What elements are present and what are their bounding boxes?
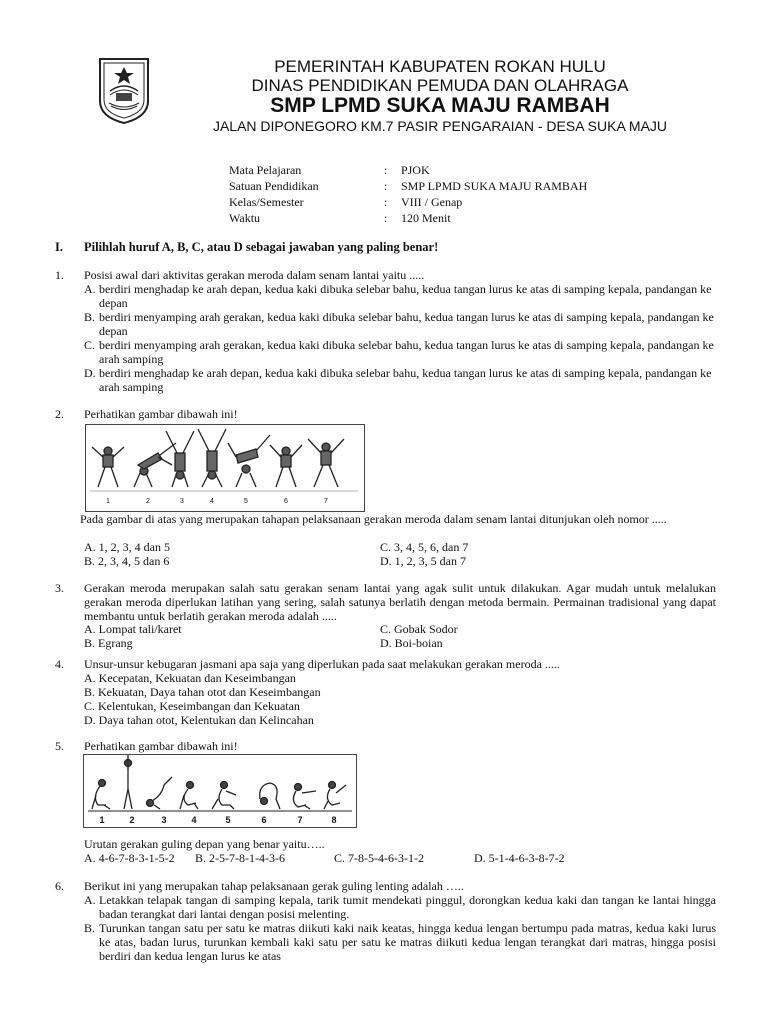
option-c[interactable]: C. 7-8-5-4-6-3-1-2	[334, 851, 424, 865]
option-b[interactable]: B. 2-5-7-8-1-4-3-6	[195, 851, 285, 865]
meta-value: PJOK	[401, 163, 430, 177]
meta-value: SMP LPMD SUKA MAJU RAMBAH	[401, 179, 588, 193]
meta-label: Mata Pelajaran	[229, 163, 302, 177]
meta-row	[229, 163, 430, 178]
section-instruction: Pilihlah huruf A, B, C, atau D sebagai jawaban yang paling benar!	[84, 240, 439, 254]
roll-pose-2	[124, 755, 132, 809]
meta-separator: :	[384, 195, 388, 209]
figure-label: 7	[297, 815, 303, 825]
meta-label: Waktu	[229, 211, 261, 225]
question-text: Gerakan meroda merupakan salah satu gerakan senam lantai yang agak sulit untuk dilakukan. Agar mudah untuk melalukan gerakan meroda diperlukan latihan yang sering, salah satunya berlatih dengan metoda bermain. Permainan tradisional yang dapat membantu untuk berlatih gerakan meroda adalah .....	[84, 581, 716, 623]
cartwheel-pose-1	[92, 447, 124, 487]
question-text: Perhatikan gambar dibawah ini!	[84, 739, 238, 753]
question-1	[55, 268, 715, 398]
option-text: berdiri menyamping arah gerakan, kedua kaki dibuka selebar bahu, kedua tangan lurus ke atas di samping kepala, pandangan ke depan	[99, 310, 714, 338]
question-5-prompt: Urutan gerakan guling depan yang benar yaitu…..	[84, 837, 325, 851]
cartwheel-pose-2	[134, 443, 176, 487]
roll-pose-1	[92, 780, 110, 810]
figure-label: 6	[284, 498, 288, 505]
option-letter: D.	[84, 366, 96, 380]
option-d[interactable]: D. 5-1-4-6-3-8-7-2	[474, 851, 565, 865]
option-b[interactable]: B. 2, 3, 4, 5 dan 6	[84, 554, 170, 568]
option-letter: C.	[84, 338, 96, 352]
question-2-prompt: Pada gambar di atas yang merupakan tahapan pelaksanaan gerakan meroda dalam senam lantai ditunjukan oleh nomor .....	[80, 512, 667, 526]
option-a[interactable]: A. Lompat tali/karet	[84, 622, 182, 636]
option-text: berdiri menghadap ke arah depan, kedua kaki dibuka selebar bahu, kedua tangan lurus ke atas di samping kepala, pandangan ke depan	[99, 282, 712, 310]
figure-label: 2	[129, 815, 135, 825]
question-number: 5.	[55, 739, 64, 753]
option-b[interactable]: B. Kekuatan, Daya tahan otot dan Keseimbangan	[84, 685, 321, 699]
option-text: berdiri menghadap ke arah depan, kedua kaki dibuka selebar bahu, kedua tangan lurus ke atas di samping kepala, pandangan ke arah samping	[99, 366, 712, 394]
question-number: 3.	[55, 581, 64, 595]
option-letter: B.	[84, 310, 96, 324]
figure-label: 6	[261, 815, 267, 825]
roll-pose-5	[212, 782, 236, 810]
question-number: 1.	[55, 268, 64, 282]
cartwheel-pose-4	[198, 429, 226, 487]
header-line-department: DINAS PENDIDIKAN PEMUDA DAN OLAHRAGA	[251, 76, 629, 95]
figure-label: 4	[191, 815, 197, 825]
meta-row	[229, 211, 451, 226]
question-text: Berikut ini yang merupakan tahap pelaksanaan gerak guling lenting adalah …..	[84, 879, 464, 893]
cartwheel-pose-3	[166, 431, 194, 487]
question-5	[55, 739, 715, 755]
question-number: 6.	[55, 879, 64, 893]
meta-value: 120 Menit	[401, 211, 451, 225]
question-4	[55, 657, 715, 727]
figure-label: 7	[324, 498, 328, 505]
roll-pose-6	[260, 783, 280, 809]
figure-label: 8	[331, 815, 337, 825]
figure-label: 1	[99, 815, 105, 825]
figure-label: 2	[146, 498, 150, 505]
figure-label: 1	[106, 498, 110, 505]
section-heading	[55, 240, 439, 255]
meta-row	[229, 195, 463, 210]
option-a[interactable]: A. Kecepatan, Kekuatan dan Keseimbangan	[84, 671, 296, 685]
figure-label: 5	[244, 498, 248, 505]
regency-seal-logo	[96, 55, 152, 125]
option-a[interactable]: A. 4-6-7-8-3-1-5-2	[84, 851, 175, 865]
option-a[interactable]: A. 1, 2, 3, 4 dan 5	[84, 540, 170, 554]
roll-pose-3	[147, 777, 173, 809]
header-line-government: PEMERINTAH KABUPATEN ROKAN HULU	[274, 57, 606, 76]
meta-row	[229, 179, 588, 194]
cartwheel-pose-7	[308, 439, 344, 487]
option-letter: A.	[84, 893, 96, 907]
cartwheel-pose-5	[228, 435, 270, 487]
option-d[interactable]: D. 1, 2, 3, 5 dan 7	[380, 554, 466, 568]
option-letter: B.	[84, 921, 96, 935]
cartwheel-pose-6	[270, 445, 302, 487]
meta-separator: :	[384, 163, 388, 177]
question-text: Unsur-unsur kebugaran jasmani apa saja yang diperlukan pada saat melakukan gerakan meroda .....	[84, 657, 560, 671]
forward-roll-figure	[83, 754, 357, 828]
meta-label: Kelas/Semester	[229, 195, 304, 209]
option-text: Turunkan tangan satu per satu ke matras diikuti kaki naik keatas, hingga kedua lengan bertumpu pada matras, kedua kaki lurus ke atas, badan lurus, turunkan kembali kaki satu per satu ke matras diikuti kedua lengan terangkat dari matras, hingga posisi berdiri dan kedua lengan lurus ke atas	[99, 921, 716, 963]
question-number: 4.	[55, 657, 64, 671]
meta-separator: :	[384, 211, 388, 225]
cartwheel-figure	[85, 424, 365, 512]
figure-label: 5	[225, 815, 231, 825]
question-text: Perhatikan gambar dibawah ini!	[84, 407, 238, 421]
option-letter: A.	[84, 282, 96, 296]
figure-label: 4	[210, 498, 214, 505]
header-line-address: JALAN DIPONEGORO KM.7 PASIR PENGARAIAN - DESA SUKA MAJU	[212, 118, 668, 134]
option-d[interactable]: D. Daya tahan otot, Kelentukan dan Kelincahan	[84, 713, 314, 727]
meta-label: Satuan Pendidikan	[229, 179, 319, 193]
section-number: I.	[55, 240, 63, 254]
figure-label: 3	[161, 815, 167, 825]
option-text: Letakkan telapak tangan di samping kepala, tarik tumit mendekati pinggul, dorongkan kedua kaki dan tangan ke lantai hingga badan terangkat dari lantai dengan posisi melenting.	[99, 893, 716, 921]
question-number: 2.	[55, 407, 64, 421]
roll-pose-7	[293, 784, 316, 810]
figure-label: 3	[180, 498, 184, 505]
option-text: berdiri menyamping arah gerakan, kedua kaki dibuka selebar bahu, kedua tangan lurus ke atas di samping kepala, pandangan ke arah samping	[99, 338, 714, 366]
option-c[interactable]: C. Gobak Sodor	[380, 622, 458, 636]
meta-separator: :	[384, 179, 388, 193]
meta-value: VIII / Genap	[401, 195, 463, 209]
question-text: Posisi awal dari aktivitas gerakan meroda dalam senam lantai yaitu .....	[84, 268, 425, 282]
roll-pose-8	[324, 782, 346, 810]
question-6	[55, 879, 715, 969]
option-c[interactable]: C. 3, 4, 5, 6, dan 7	[380, 540, 469, 554]
option-d[interactable]: D. Boi-boian	[380, 636, 443, 650]
option-c[interactable]: C. Kelentukan, Keseimbangan dan Kekuatan	[84, 699, 300, 713]
roll-pose-4	[180, 782, 198, 810]
option-b[interactable]: B. Egrang	[84, 636, 133, 650]
header-line-school: SMP LPMD SUKA MAJU RAMBAH	[270, 94, 610, 117]
